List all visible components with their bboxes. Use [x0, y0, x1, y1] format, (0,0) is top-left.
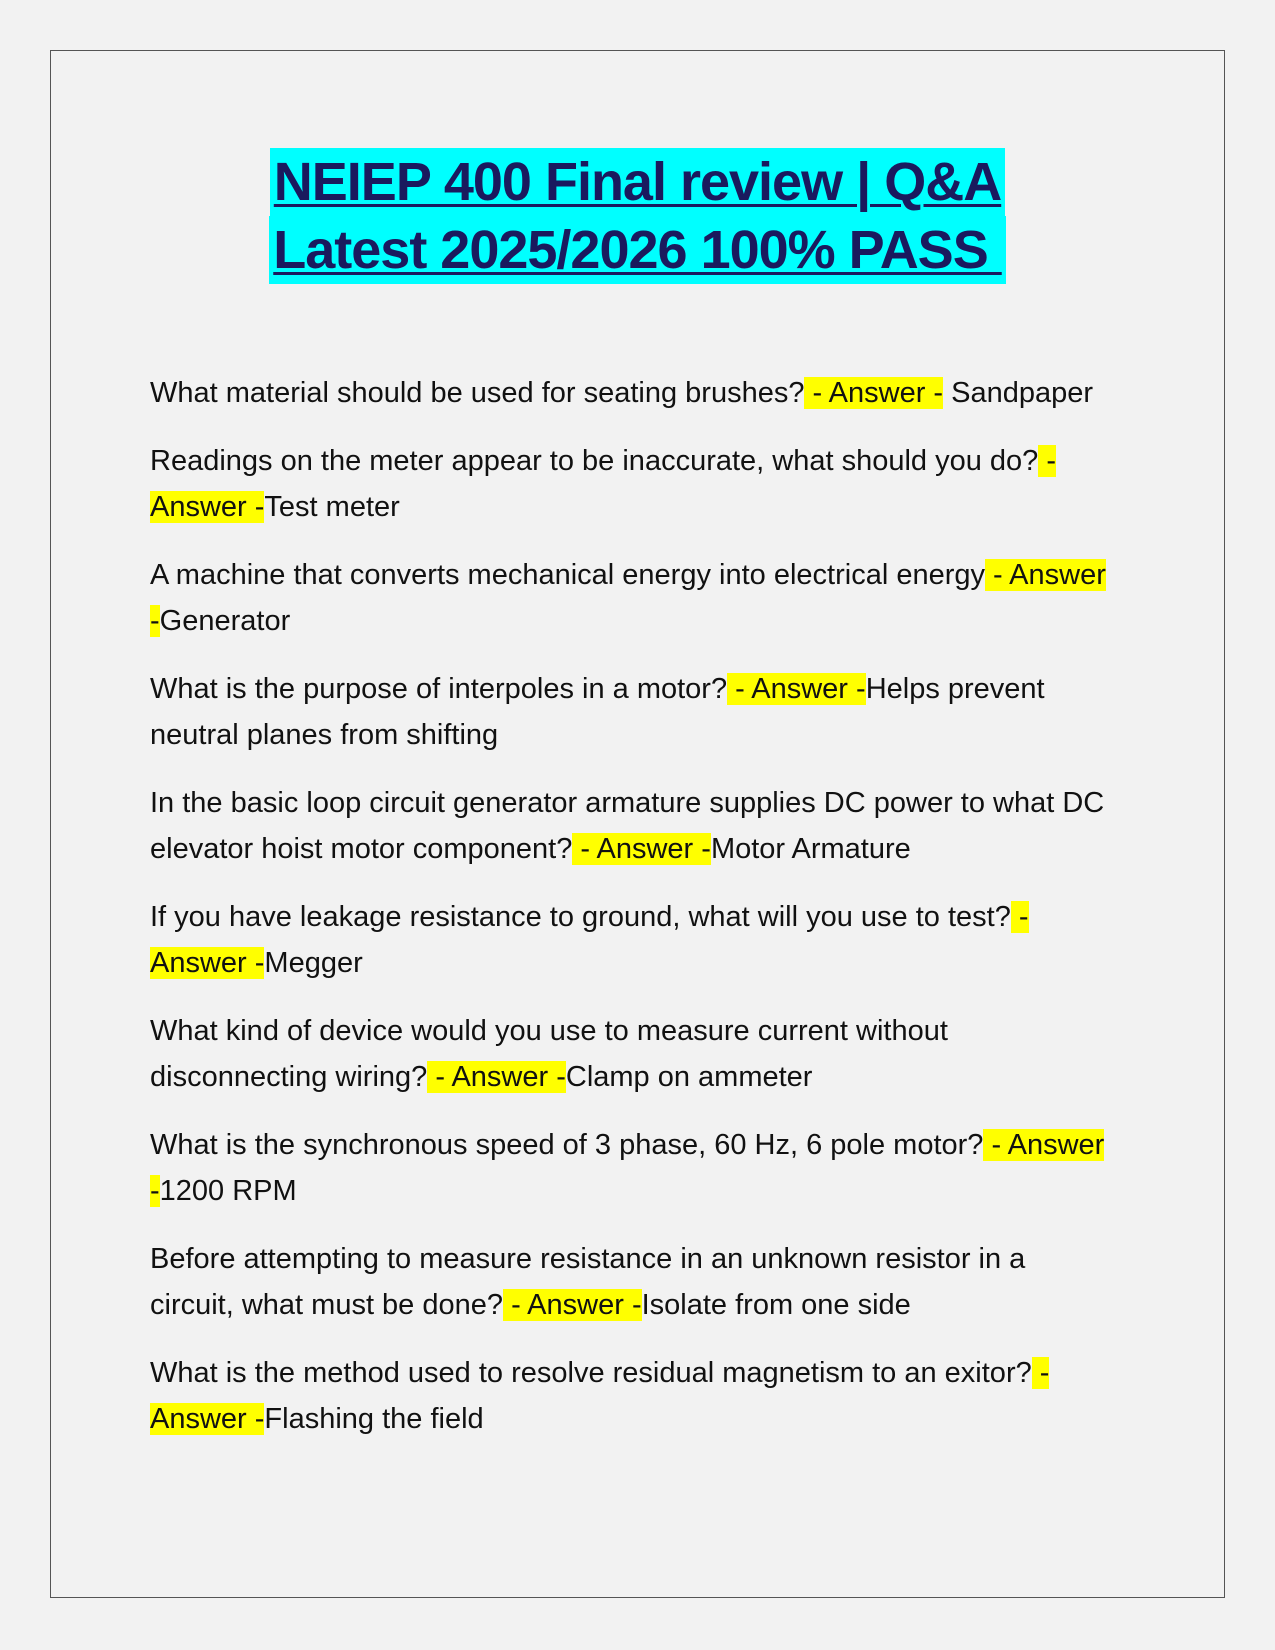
question-text: What material should be used for seating brushes?	[150, 377, 805, 409]
question-text: What kind of device would you use to measure current without disconnecting wiring?	[150, 1015, 948, 1093]
answer-text: Generator	[159, 605, 291, 637]
qa-item	[150, 780, 1110, 872]
qa-item	[150, 438, 1110, 530]
question-text: A machine that converts mechanical energy into electrical energy	[150, 559, 985, 591]
title-line-2: Latest 2025/2026 100% PASS	[269, 216, 1005, 284]
answer-text: Isolate from one side	[641, 1289, 911, 1321]
answer-label: - Answer -	[804, 377, 944, 409]
answer-label: - Answer -	[150, 1357, 1050, 1435]
qa-item	[150, 552, 1110, 644]
answer-label: - Answer -	[727, 673, 866, 705]
qa-item	[150, 1122, 1110, 1214]
title-line-1: NEIEP 400 Final review | Q&A	[270, 148, 1005, 216]
answer-label: - Answer -	[572, 833, 711, 865]
answer-text: Flashing the field	[264, 1403, 484, 1435]
qa-list	[150, 370, 1110, 1464]
qa-item	[150, 1350, 1110, 1442]
answer-label: - Answer -	[503, 1289, 642, 1321]
question-text: Readings on the meter appear to be inaccurate, what should you do?	[150, 445, 1039, 477]
document-title	[0, 148, 1275, 284]
qa-item	[150, 666, 1110, 758]
answer-label: - Answer -	[427, 1061, 566, 1093]
answer-text: Motor Armature	[710, 833, 911, 865]
answer-text: Helps prevent neutral planes from shifting	[150, 673, 1045, 751]
question-text: What is the purpose of interpoles in a motor?	[150, 673, 728, 705]
question-text: In the basic loop circuit generator armature supplies DC power to what DC elevator hoist motor component?	[150, 787, 1105, 865]
qa-item	[150, 370, 1110, 416]
answer-text: Test meter	[264, 491, 400, 523]
answer-label: - Answer -	[150, 559, 1106, 637]
answer-text: 1200 RPM	[159, 1175, 297, 1207]
question-text: What is the synchronous speed of 3 phase, 60 Hz, 6 pole motor?	[150, 1129, 984, 1161]
question-text: If you have leakage resistance to ground, what will you use to test?	[150, 901, 1011, 933]
qa-item	[150, 1008, 1110, 1100]
answer-label: - Answer -	[150, 1129, 1105, 1207]
question-text: Before attempting to measure resistance in an unknown resistor in a circuit, what must be done?	[150, 1243, 1026, 1321]
qa-item	[150, 1236, 1110, 1328]
answer-text: Clamp on ammeter	[565, 1061, 813, 1093]
answer-text: Sandpaper	[951, 377, 1094, 409]
answer-label: - Answer -	[150, 901, 1029, 979]
qa-item	[150, 894, 1110, 986]
answer-text: Megger	[264, 947, 363, 979]
question-text: What is the method used to resolve residual magnetism to an exitor?	[150, 1357, 1032, 1389]
answer-label: - Answer -	[150, 445, 1057, 523]
